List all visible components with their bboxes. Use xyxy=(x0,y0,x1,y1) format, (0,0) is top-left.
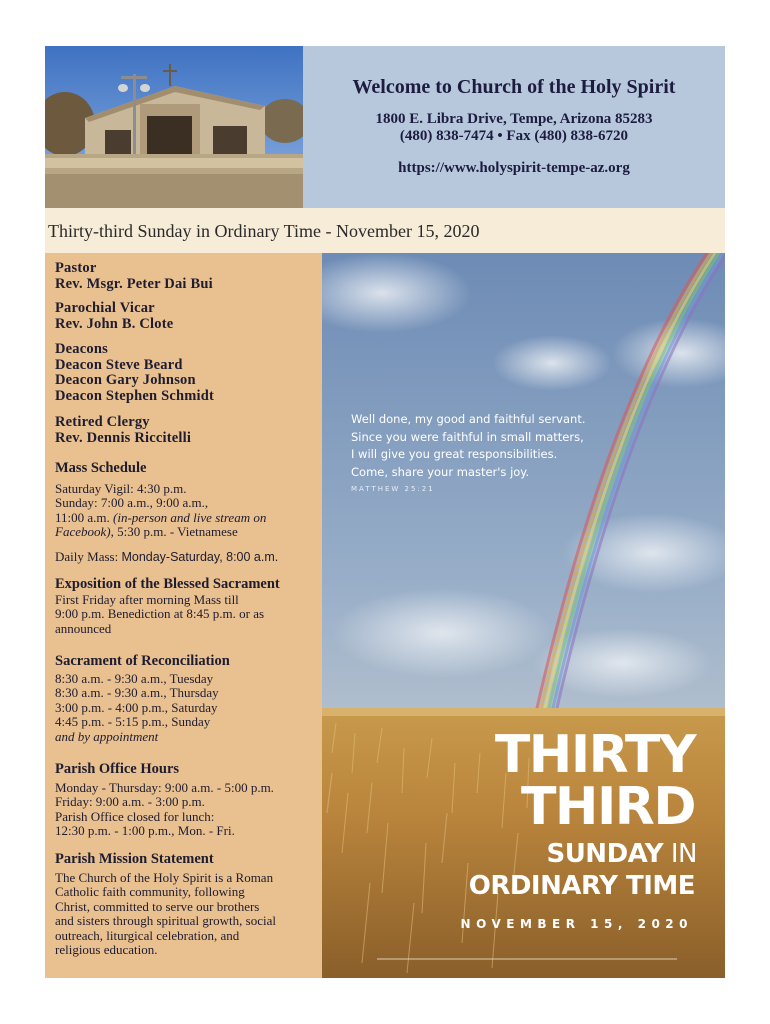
mission-section xyxy=(55,852,317,958)
header-text xyxy=(303,46,725,208)
verse-line: I will give you great responsibilities. xyxy=(351,447,558,461)
pastor-block xyxy=(55,261,317,292)
liturgical-date-banner xyxy=(45,208,725,253)
mission-line: outreach, liturgical celebration, and xyxy=(55,927,240,943)
exposition-heading: Exposition of the Blessed Sacrament xyxy=(55,576,280,592)
sidebar xyxy=(45,253,322,978)
pastor-name: Rev. Msgr. Peter Dai Bui xyxy=(55,275,213,292)
mass-line: Saturday Vigil: 4:30 p.m. xyxy=(55,480,187,496)
daily-mass: Daily Mass: Monday-Saturday, 8:00 a.m. xyxy=(55,548,279,564)
office-hours-section xyxy=(55,762,317,839)
exposition-section xyxy=(55,577,317,636)
mass-line: Facebook), 5:30 p.m. - Vietnamese xyxy=(55,524,238,539)
deacon-name: Deacon Gary Johnson xyxy=(55,372,196,388)
office-line: Parish Office closed for lunch: xyxy=(55,808,215,824)
scripture-reference: MATTHEW 25:21 xyxy=(351,485,435,493)
mission-line: The Church of the Holy Spirit is a Roman xyxy=(55,869,274,885)
office-hours-heading: Parish Office Hours xyxy=(55,761,180,777)
retired-clergy-block xyxy=(55,415,317,446)
image-credit-line xyxy=(377,955,677,963)
mass-line: 11:00 a.m. (in-person and live stream on xyxy=(55,509,267,525)
church-phone: (480) 838-7474 • Fax (480) 838-6720 xyxy=(399,128,629,144)
vicar-name: Rev. John B. Clote xyxy=(55,315,174,332)
reconciliation-line: and by appointment xyxy=(55,728,159,744)
reconciliation-section xyxy=(55,654,317,744)
header xyxy=(45,46,725,208)
hero-title-thirty: THIRTY xyxy=(494,725,695,785)
vicar-label: Parochial Vicar xyxy=(55,300,155,316)
verse-line: Well done, my good and faithful servant. xyxy=(351,412,586,426)
mass-schedule-heading: Mass Schedule xyxy=(55,460,147,476)
mass-line: Sunday: 7:00 a.m., 9:00 a.m., xyxy=(55,495,209,510)
mission-line: Christ, committed to serve our brothers xyxy=(55,898,260,914)
deacons-label: Deacons xyxy=(55,341,108,357)
retired-name: Rev. Dennis Riccitelli xyxy=(55,429,192,446)
welcome-title: Welcome to Church of the Holy Spirit xyxy=(352,76,676,98)
rainbow-wheat-field-image xyxy=(322,253,725,978)
banner-title: Thirty-third Sunday in Ordinary Time - November 15, 2020 xyxy=(48,221,480,241)
reconciliation-line: 8:30 a.m. - 9:30 a.m., Tuesday xyxy=(55,670,214,686)
office-line: Monday - Thursday: 9:00 a.m. - 5:00 p.m. xyxy=(55,779,274,795)
scripture-verse xyxy=(351,411,586,481)
office-line: 12:30 p.m. - 1:00 p.m., Mon. - Fri. xyxy=(55,823,235,838)
vicar-block xyxy=(55,301,317,332)
verse-line: Come, share your master's joy. xyxy=(351,464,530,479)
reconciliation-heading: Sacrament of Reconciliation xyxy=(55,653,230,669)
hero-title-third: THIRD xyxy=(520,777,695,837)
hero-date: NOVEMBER 15, 2020 xyxy=(460,917,693,931)
retired-label: Retired Clergy xyxy=(55,414,150,430)
church-website-link[interactable]: https://www.holyspirit-tempe-az.org xyxy=(398,160,630,176)
deacon-name: Deacon Steve Beard xyxy=(55,356,183,373)
hero-title-ordinary-time: ORDINARY TIME xyxy=(468,871,695,901)
exposition-line: announced xyxy=(55,620,112,636)
exposition-line: First Friday after morning Mass till xyxy=(55,591,239,607)
office-line: Friday: 9:00 a.m. - 3:00 p.m. xyxy=(55,794,205,809)
deacon-name: Deacon Stephen Schmidt xyxy=(55,387,215,404)
pastor-label: Pastor xyxy=(55,260,97,276)
exposition-line: 9:00 p.m. Benediction at 8:45 p.m. or as xyxy=(55,606,265,621)
reconciliation-line: 3:00 p.m. - 4:00 p.m., Saturday xyxy=(55,699,218,715)
reconciliation-line: 8:30 a.m. - 9:30 a.m., Thursday xyxy=(55,685,219,700)
mission-heading: Parish Mission Statement xyxy=(55,851,214,867)
church-photo xyxy=(45,46,303,208)
mission-line: religious education. xyxy=(55,942,158,957)
verse-line: Since you were faithful in small matters, xyxy=(351,429,584,444)
mission-line: Catholic faith community, following xyxy=(55,884,245,899)
reconciliation-line: 4:45 p.m. - 5:15 p.m., Sunday xyxy=(55,714,211,729)
mission-line: and sisters through spiritual growth, social xyxy=(55,913,276,928)
deacons-block xyxy=(55,342,317,404)
church-address: 1800 E. Libra Drive, Tempe, Arizona 85283 xyxy=(375,111,653,127)
hero-title-sunday-in: SUNDAY IN xyxy=(546,839,697,869)
bulletin-page xyxy=(45,46,725,978)
mass-schedule-section xyxy=(55,461,317,564)
